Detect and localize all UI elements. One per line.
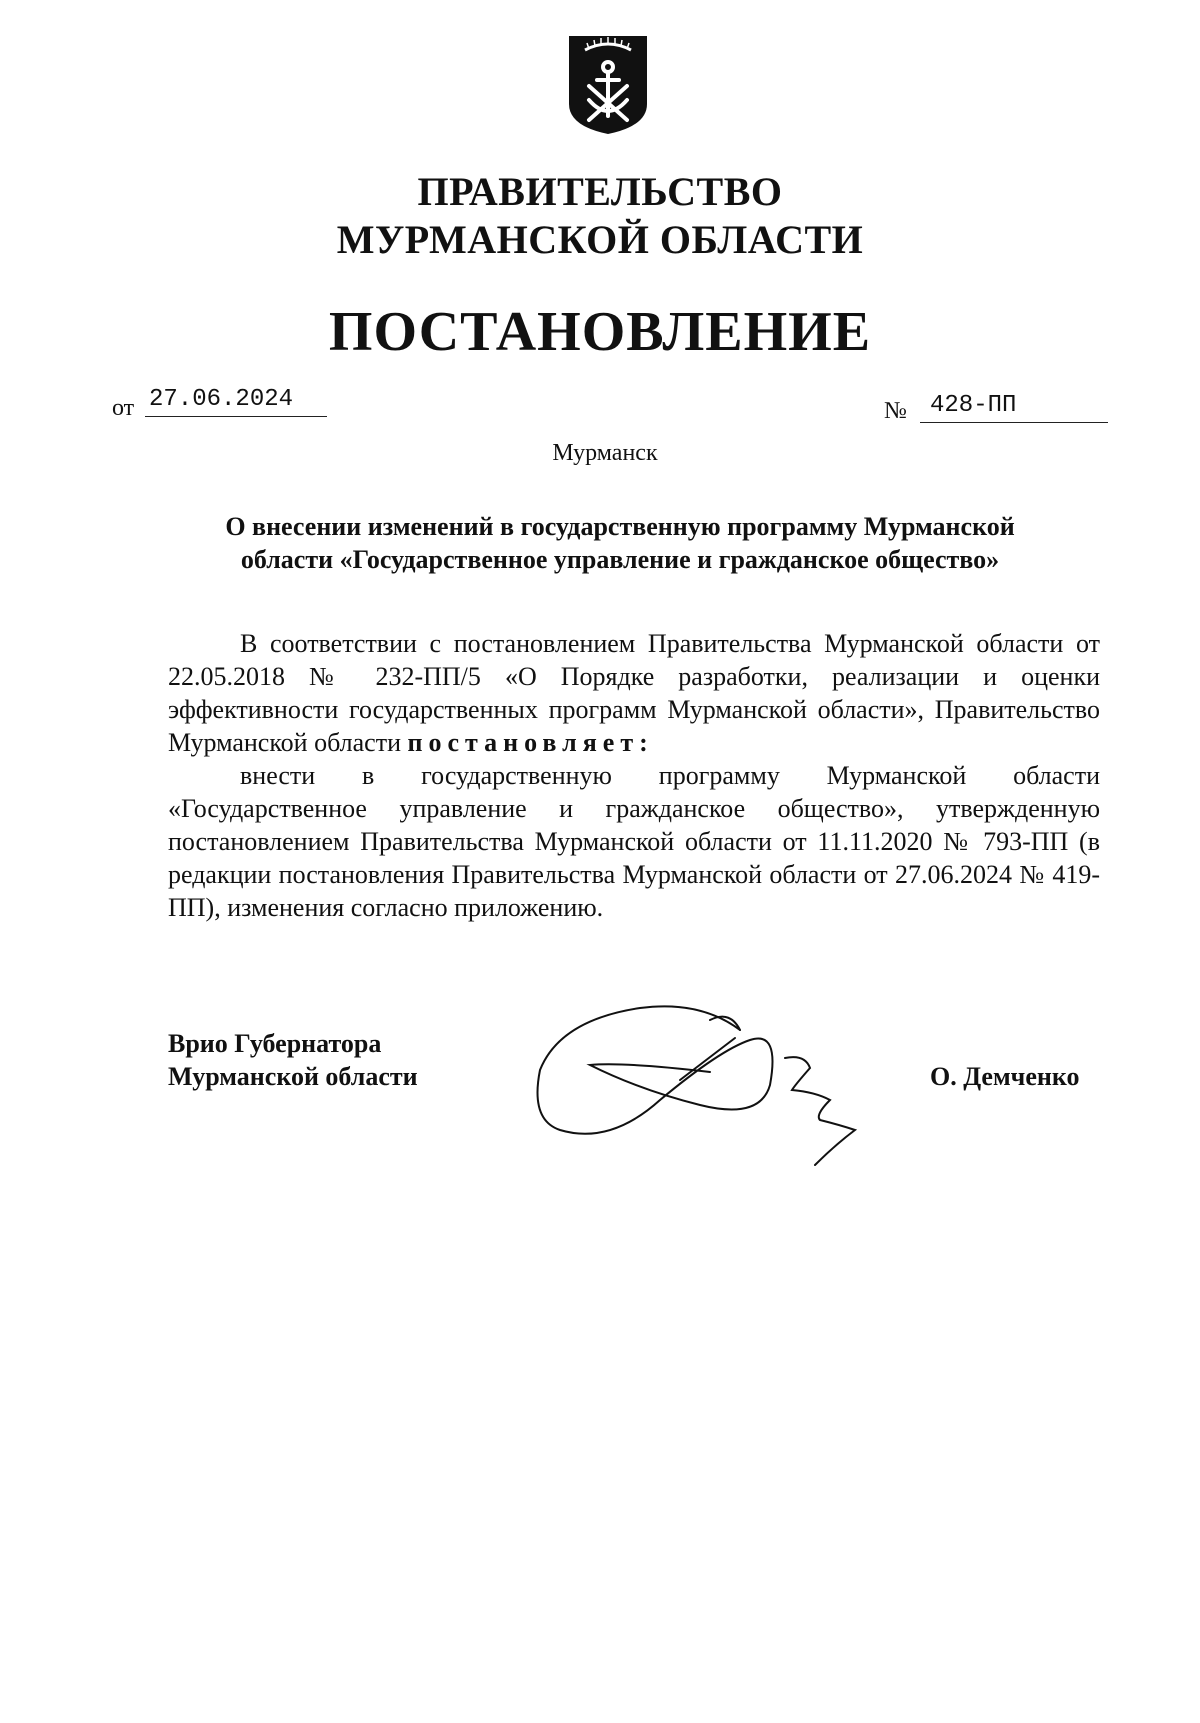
number-sign: № (884, 398, 907, 424)
signature-icon (530, 990, 920, 1170)
subject-line-2: области «Государственное управление и гражданское общество» (240, 545, 1000, 574)
organization-region: МУРМАНСКОЙ ОБЛАСТИ (336, 217, 864, 262)
signer-title (168, 1027, 418, 1093)
signer-name: О. Демченко (930, 1062, 1080, 1091)
document-subject (150, 510, 1090, 576)
signer-title-line-2: Мурманской области (168, 1062, 418, 1091)
date-prefix: от (112, 395, 135, 421)
city: Мурманск (552, 440, 658, 466)
coat-of-arms-icon (567, 34, 649, 136)
preamble-paragraph (168, 627, 1100, 759)
resolution-keyword: постановляет: (407, 728, 654, 757)
document-number: 428-ПП (920, 390, 1108, 423)
document-date: 27.06.2024 (145, 384, 327, 417)
signer-title-line-1: Врио Губернатора (168, 1029, 382, 1058)
organization-name: ПРАВИТЕЛЬСТВО (417, 169, 783, 214)
resolution-paragraph: внести в государственную программу Мурманской области «Государственное управление и гражданское общество», утвержденную постановлением Правительства Мурманской области от 11.11.2020 № 793-ПП (в редакции постановления Правительства Мурманской области от 27.06.2024 № 419-ПП), изменения согласно приложению. (168, 761, 1100, 922)
document-type: ПОСТАНОВЛЕНИЕ (328, 301, 872, 363)
preamble-text: В соответствии с постановлением Правительства Мурманской области от 22.05.2018 № 232-ПП/5 «О Порядке разработки, реализации и оценки эффективности государственных программ Мурманской области», Правительство Мурманской области (168, 629, 1100, 757)
subject-line-1: О внесении изменений в государственную программу Мурманской (225, 512, 1015, 541)
